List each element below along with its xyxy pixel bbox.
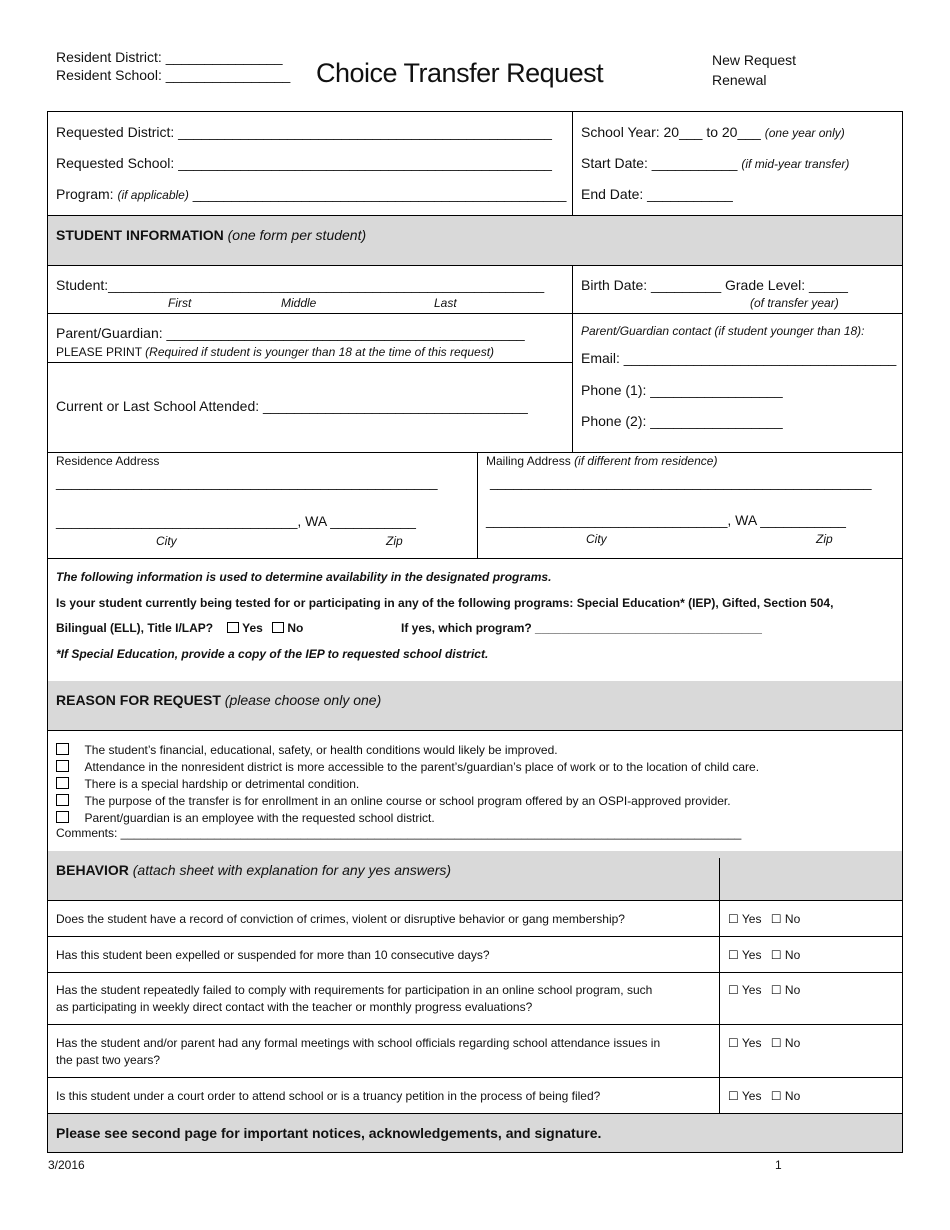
reason-title: REASON FOR REQUEST (56, 692, 221, 708)
behavior-question: Has the student repeatedly failed to comply with requirements for participation in an online school program, such (56, 983, 653, 997)
requested-district-field[interactable]: Requested District: ________________________________________________ (56, 124, 552, 140)
hline (47, 1077, 903, 1078)
behavior-question: Does the student have a record of conviction of crimes, violent or disruptive behavior or gang membership? (56, 912, 625, 926)
behavior-question: Is this student under a court order to attend school or is a truancy petition in the process of being filed? (56, 1089, 601, 1103)
behavior-question-cont: the past two years? (56, 1053, 161, 1067)
reason-option[interactable] (56, 758, 759, 776)
programs-no-checkbox[interactable] (272, 622, 284, 633)
form-border-left (47, 111, 48, 1153)
page-title: Choice Transfer Request (316, 58, 604, 88)
program-note: (if applicable) (117, 188, 189, 202)
start-date-label[interactable]: Start Date: ___________ (581, 155, 738, 171)
grade-caption: (of transfer year) (750, 296, 839, 310)
reason-option-label: Parent/guardian is an employee with the requested school district. (84, 811, 435, 825)
start-date-field[interactable] (581, 155, 849, 171)
reason-checkbox[interactable] (56, 794, 69, 806)
yes-label: Yes (741, 983, 762, 997)
hline (47, 1152, 903, 1153)
requested-school-field[interactable]: Requested School: ________________________________________________ (56, 155, 552, 171)
reason-heading (56, 692, 381, 708)
no-checkbox-icon[interactable]: ☐ (770, 1089, 782, 1103)
yes-checkbox-icon[interactable]: ☐ (728, 983, 739, 997)
hline (47, 265, 903, 266)
which-program-field[interactable]: If yes, which program? __________________________________ (401, 621, 762, 635)
first-name-caption: First (168, 296, 192, 310)
behavior-answer[interactable] (728, 983, 800, 997)
behavior-answer[interactable] (728, 912, 800, 926)
mailing-city-caption: City (586, 532, 607, 546)
behavior-question: Has this student been expelled or suspended for more than 10 consecutive days? (56, 948, 490, 962)
reason-option-label: There is a special hardship or detrimental condition. (84, 777, 360, 791)
programs-no-option[interactable] (272, 621, 303, 635)
no-label: No (784, 1036, 801, 1050)
reason-option[interactable] (56, 809, 435, 827)
parent-contact-note: Parent/Guardian contact (if student younger than 18): (581, 324, 865, 338)
yes-checkbox-icon[interactable]: ☐ (728, 948, 739, 962)
programs-yes-option[interactable] (227, 621, 263, 635)
mailing-address-title: Mailing Address (486, 454, 571, 468)
hline (47, 558, 903, 559)
no-checkbox-icon[interactable]: ☐ (770, 948, 782, 962)
no-label: No (784, 948, 801, 962)
reason-checkbox[interactable] (56, 811, 69, 823)
hline (47, 972, 903, 973)
residence-street-field[interactable]: _________________________________________________ (56, 474, 438, 490)
programs-no-label: No (287, 621, 304, 635)
hline (47, 730, 903, 731)
no-checkbox-icon[interactable]: ☐ (770, 983, 782, 997)
no-label: No (784, 1089, 801, 1103)
second-page-notice: Please see second page for important notices, acknowledgements, and signature. (56, 1125, 602, 1141)
student-info-title: STUDENT INFORMATION (56, 227, 224, 243)
programs-yes-label: Yes (242, 621, 263, 635)
student-info-note: (one form per student) (227, 227, 367, 243)
no-label: No (784, 983, 801, 997)
no-checkbox-icon[interactable]: ☐ (770, 1036, 782, 1050)
yes-checkbox-icon[interactable]: ☐ (728, 1036, 739, 1050)
program-field[interactable] (56, 186, 566, 202)
reason-option-label: Attendance in the nonresident district is more accessible to the parent’s/guardian’s place of work or to the location of child care. (84, 760, 760, 774)
behavior-question-cont: as participating in weekly direct contact with the teacher or monthly progress evaluations? (56, 1000, 533, 1014)
reason-option[interactable] (56, 775, 359, 793)
behavior-title: BEHAVIOR (56, 862, 129, 878)
school-year-label[interactable]: School Year: 20___ to 20___ (581, 124, 761, 140)
hline (47, 452, 903, 453)
new-request-option[interactable]: New Request (712, 52, 797, 68)
revision-date: 3/2016 (48, 1158, 85, 1172)
birth-grade-field[interactable]: Birth Date: _________ Grade Level: _____ (581, 277, 848, 293)
reason-checkbox[interactable] (56, 760, 69, 772)
reason-option-label: The purpose of the transfer is for enrollment in an online course or school program offered by an OSPI-approved provider. (84, 794, 731, 808)
please-print-label: PLEASE PRINT (56, 345, 142, 359)
no-checkbox-icon[interactable]: ☐ (770, 912, 782, 926)
end-date-field[interactable]: End Date: ___________ (581, 186, 733, 202)
mailing-city-field[interactable]: _______________________________, WA ___________ (486, 512, 846, 528)
resident-school-field[interactable]: Resident School: ________________ (56, 67, 291, 83)
program-line[interactable]: ________________________________________________ (192, 186, 567, 202)
yes-label: Yes (741, 1089, 762, 1103)
hline (47, 1113, 903, 1114)
last-name-caption: Last (434, 296, 457, 310)
middle-name-caption: Middle (281, 296, 317, 310)
form-border-right (902, 111, 903, 1153)
hline (47, 215, 903, 216)
programs-yes-checkbox[interactable] (227, 622, 239, 633)
vline (719, 858, 720, 1113)
email-field[interactable]: Email: ___________________________________ (581, 350, 897, 366)
vline (572, 111, 573, 215)
reason-option-label: The student’s financial, educational, safety, or health conditions would likely be improved. (84, 743, 558, 757)
behavior-answer[interactable] (728, 948, 800, 962)
reason-note: (please choose only one) (224, 692, 382, 708)
please-print-detail: (Required if student is younger than 18 at the time of this request) (145, 345, 495, 359)
please-print-note (56, 345, 494, 359)
reason-option[interactable] (56, 792, 731, 810)
reason-checkbox[interactable] (56, 743, 69, 755)
hline (47, 313, 903, 314)
behavior-answer[interactable] (728, 1089, 800, 1103)
phone2-field[interactable]: Phone (2): _________________ (581, 413, 783, 429)
residence-city-caption: City (156, 534, 177, 548)
behavior-question: Has the student and/or parent had any formal meetings with school officials regarding school attendance issues in (56, 1036, 661, 1050)
behavior-answer[interactable] (728, 1036, 800, 1050)
hline (47, 900, 903, 901)
hline (47, 936, 903, 937)
hline (47, 111, 903, 112)
hline (47, 362, 572, 363)
behavior-note: (attach sheet with explanation for any yes answers) (132, 862, 452, 878)
yes-label: Yes (741, 1036, 762, 1050)
yes-checkbox-icon[interactable]: ☐ (728, 1089, 739, 1103)
current-school-field[interactable]: Current or Last School Attended: __________________________________ (56, 398, 528, 414)
behavior-heading (56, 862, 451, 878)
phone1-field[interactable]: Phone (1): _________________ (581, 382, 783, 398)
school-year-note: (one year only) (764, 126, 845, 140)
reason-checkbox[interactable] (56, 777, 69, 789)
parent-guardian-field[interactable]: Parent/Guardian: ______________________________________________ (56, 325, 525, 341)
school-year-field[interactable] (581, 124, 845, 140)
hline (47, 1024, 903, 1025)
program-label: Program: (56, 186, 114, 202)
student-name-field[interactable]: Student:________________________________________________________ (56, 277, 545, 293)
special-ed-footnote: *If Special Education, provide a copy of the IEP to requested school district. (56, 647, 489, 661)
yes-label: Yes (741, 912, 762, 926)
vline (477, 452, 478, 558)
reason-option[interactable] (56, 741, 558, 759)
mailing-address-label (486, 454, 717, 468)
programs-question: Is your student currently being tested for or participating in any of the following programs: Special Education* (IEP), Gifted, Section 504, (56, 596, 834, 610)
yes-checkbox-icon[interactable]: ☐ (728, 912, 739, 926)
mailing-street-field[interactable]: _________________________________________________ (490, 474, 872, 490)
residence-zip-caption: Zip (386, 534, 403, 548)
yes-label: Yes (741, 948, 762, 962)
mailing-zip-caption: Zip (816, 532, 833, 546)
student-info-heading (56, 227, 366, 243)
residence-city-field[interactable]: _______________________________, WA ___________ (56, 513, 416, 529)
no-label: No (784, 912, 801, 926)
mailing-address-note: (if different from residence) (574, 454, 718, 468)
programs-question-cont: Bilingual (ELL), Title I/LAP? (56, 621, 214, 635)
residence-address-label: Residence Address (56, 454, 160, 468)
start-date-note: (if mid-year transfer) (741, 157, 850, 171)
page-number: 1 (775, 1158, 782, 1172)
vline (572, 265, 573, 452)
resident-district-field[interactable]: Resident District: _______________ (56, 49, 283, 65)
renewal-option[interactable]: Renewal (712, 72, 767, 88)
comments-field[interactable]: Comments: _____________________________________________________________________________________________ (56, 826, 742, 840)
programs-intro: The following information is used to determine availability in the designated programs. (56, 570, 552, 584)
